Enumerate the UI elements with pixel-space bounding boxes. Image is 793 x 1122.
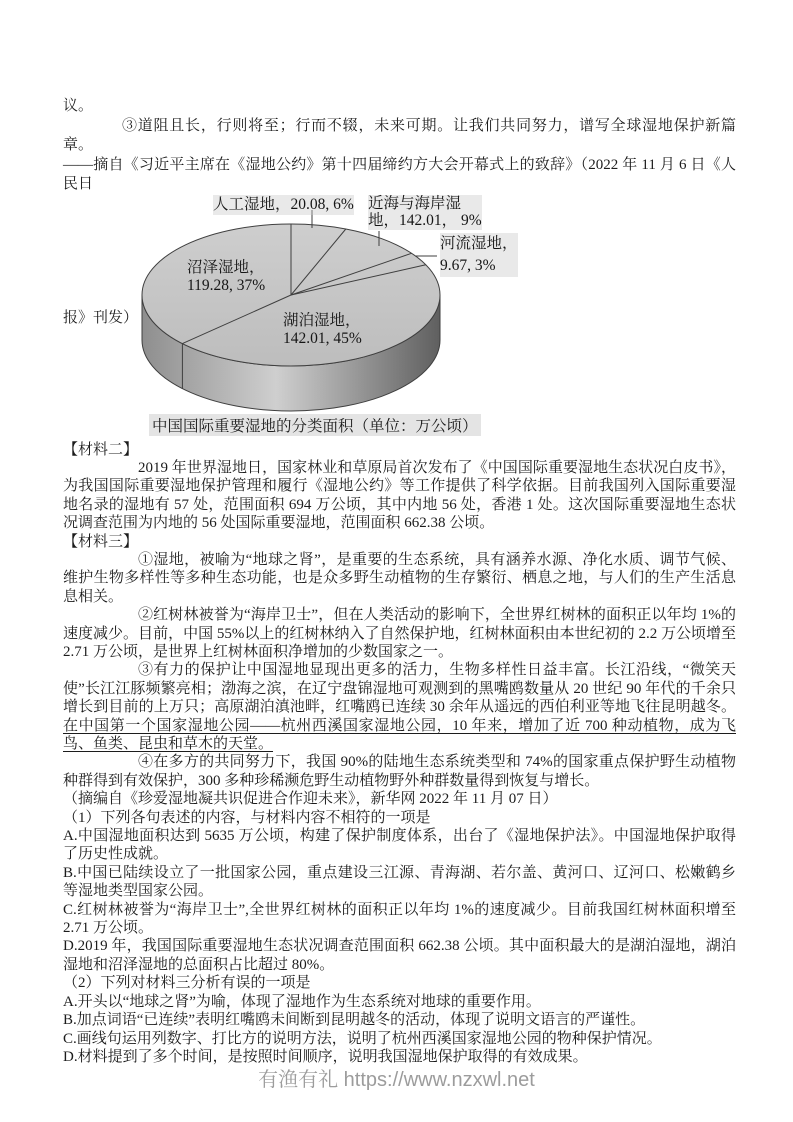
question-1-option-c: C.红树林被誉为“海岸卫士”,全世界红树林的面积正以年均 1%的速度减少。目前我国红树林面积增至 2.71 万公顷。: [63, 901, 736, 937]
question-1-option-d: D.2019 年，我国国际重要湿地生态状况调查范围面积 662.38 公顷。其中面积最大的是湖泊湿地，湖泊湿地和沼泽湿地的总面积占比超过 80%。: [63, 938, 736, 973]
question-2-option-d: D.材料提到了多个时间，是按照时间顺序，说明我国湿地保护取得的有效成果。: [63, 1048, 588, 1065]
paragraph-3-text: ③有力的保护让中国湿地显现出更多的活力，生物多样性日益丰富。长江沿线，“微笑天使”长江江豚频繁亮相；渤海之滨，在辽宁盘锦湿地可观测到的黑嘴鸥数量从 20 世纪 90 年代的千余只增长到目前的上万只；高原湖泊滇池畔，红嘴鸥已连续 30 余年从遥远的西伯利亚等地飞往昆明越冬。: [63, 662, 736, 716]
source-attribution: （摘编自《珍爱湿地凝共识促进合作迎未来》，新华网 2022 年 11 月 07 日）: [63, 791, 558, 808]
material3-paragraph-2: ②红树林被誉为“海岸卫士”，但在人类活动的影响下，全世界红树林的面积正以年均 1%的速度减少。目前，中国 55%以上的红树林纳入了自然保护地，红树林面积由本世纪初的 2.2 万公顷增至 2.71 万公顷，是世界上红树林面积净增加的少数国家之一。: [63, 607, 736, 660]
intro-line-yi: 议。: [63, 98, 94, 114]
material3-paragraph-1: ①湿地，被喻为“地球之肾”，是重要的生态系统，具有涵养水源、净化水质、调节气候、维护生物多样性等多种生态功能，也是众多野生动植物的生存繁衍、栖息之地，与人们的生产生活息息相关。: [63, 551, 736, 605]
pie-slice-label-coastal: 近海与海岸湿 地，142.01， 9%: [368, 194, 482, 229]
pie-slice-label-artificial: 人工湿地，20.08, 6%: [213, 195, 354, 213]
question-2-stem: （2）下列对材料三分析有误的一项是: [63, 975, 311, 992]
question-1-stem: （1）下列各句表述的内容，与材料内容不相符的一项是: [63, 809, 431, 826]
question-2-option-b: B.加点词语“已连续”表明红嘴鸥未间断到昆明越冬的活动，体现了说明文语言的严谨性。: [63, 1012, 646, 1029]
pie-slice-label-lake: 湖泊湿地， 142.01, 45%: [283, 311, 362, 347]
pie-slice-label-river: 河流湿地， 9.67, 3%: [440, 233, 518, 277]
paragraph-3-underlined-sentence: 在中国第一个国家湿地公园——杭州西溪国家湿地公园，10 年来，增加了近 700 种动植物，成为飞鸟、鱼类、昆虫和草木的天堂。: [63, 717, 736, 752]
intro-line-source: ——摘自《习近平主席在《湿地公约》第十四届缔约方大会开幕式上的致辞》（2022 年 11 月 6 日《人民日: [63, 156, 736, 192]
wetland-pie-chart-figure: [63, 195, 736, 441]
question-2-option-a: A.开头以“地球之肾”为喻，体现了湿地作为生态系统对地球的重要作用。: [63, 993, 541, 1010]
question-2-option-c: C.画线句运用列数字、打比方的说明方法，说明了杭州西溪国家湿地公园的物种保护情况。: [63, 1030, 662, 1047]
material2-title: 【材料二】: [63, 441, 139, 458]
intro-line-quote: ③道阻且长，行则将至；行而不辍，未来可期。让我们共同努力，谱写全球湿地保护新篇章。: [63, 117, 736, 153]
pie-slice-label-marsh: 沼泽湿地， 119.28, 37%: [187, 258, 266, 294]
question-1-option-b: B.中国已陆续设立了一批国家公园，重点建设三江源、青海湖、若尔盖、黄河口、辽河口、松嫩鹤乡等湿地类型国家公园。: [63, 864, 736, 900]
intro-text-block: [63, 97, 736, 195]
question-1-option-a: A.中国湿地面积达到 5635 万公顷，构建了保护制度体系，出台了《湿地保护法》。中国湿地保护取得了历史性成就。: [63, 828, 736, 863]
material2-paragraph: 2019 年世界湿地日，国家林业和草原局首次发布了《中国国际重要湿地生态状况白皮书》，为我国国际重要湿地保护管理和履行《湿地公约》等工作提供了科学依据。目前我国列入国际重要湿地名录的湿地有 57 处，范围面积 694 万公顷，其中内地 56 处，香港 1 处。这次国际重要湿地生态状况调查范围为内地的 56 处国际重要湿地，范围面积 662.38 公顷。: [63, 459, 736, 532]
material3-paragraph-3: [63, 661, 736, 753]
chart-caption: 中国国际重要湿地的分类面积（单位：万公顷）: [149, 414, 481, 436]
source-line-continuation: 报》刊发）: [63, 309, 139, 326]
watermark-footer: 有渔有礼 https://www.nzxwl.net: [258, 1069, 535, 1091]
material3-title: 【材料三】: [63, 533, 139, 550]
material3-paragraph-4: ④在多方的共同努力下，我国 90%的陆地生态系统类型和 74%的国家重点保护野生动植物种群得到有效保护，300 多种珍稀濒危野生动植物野外种群数量得到恢复与增长。: [63, 754, 736, 789]
